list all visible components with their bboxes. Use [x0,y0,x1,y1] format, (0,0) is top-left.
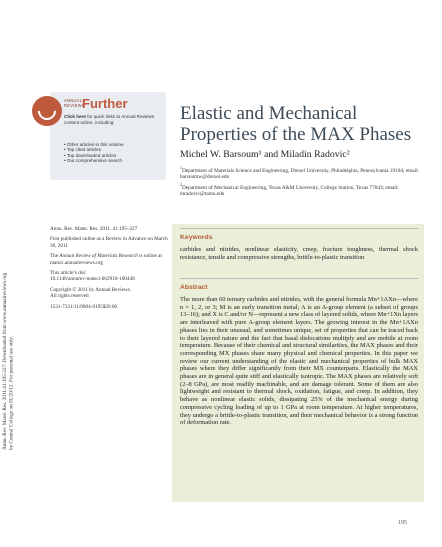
download-notice-line1: Annu. Rev. Mater. Res. 2011.41:195-227. Downloaded from www.annualreviews.org [2,272,8,450]
keywords-text: carbides and nitrides, nonlinear elasticity, creep, fracture toughness, thermal shock resistance, tensile and compressive strengths, brittle-to-plastic transition [180,246,418,261]
first-published: First published online as a Review in Advance on March 30, 2011 [50,236,168,249]
download-notice-line2: by Central College on 01/20/12. For personal use only. [8,336,15,450]
further-reading-box[interactable] [50,92,166,180]
further-item-search[interactable]: • Our comprehensive search [64,158,124,163]
journal-online: The Annual Review of Materials Research is online at matsci.annualreviews.org [50,253,162,266]
keywords-heading: Keywords [180,234,213,241]
further-cta[interactable]: Click here for quick links to Annual Reviews content online, including: [64,114,155,125]
download-notice [2,150,16,450]
citation: Annu. Rev. Mater. Res. 2011. 41:195–227 [50,226,138,232]
article-meta [50,226,168,314]
copyright: Copyright © 2011 by Annual Reviews. All rights reserved [50,286,131,300]
further-item-top-downloaded[interactable]: • Top downloaded articles [64,153,124,158]
doi: This article’s doi: 10.1146/annurev-matsci-062910-100448 [50,270,135,283]
further-item-top-cited[interactable]: • Top cited articles [64,147,124,152]
annual-reviews-logo-icon [32,96,62,126]
abstract-heading: Abstract [180,284,208,291]
further-item-other-articles[interactable]: • Other articles in this volume [64,142,124,147]
issn: 1531-7331/11/0804-0195$20.00 [50,303,118,310]
click-here-link[interactable]: Click here [64,114,86,119]
article-title: Elastic and Mechanical Properties of the MAX Phases [180,103,412,145]
further-list [64,142,124,164]
page-number: 195 [398,520,407,526]
further-brand: Further [82,96,128,111]
affiliation-2: $^2$Department of Mechanical Engineering, Texas A&M University, College Station, Texas 77843; email: mradovic@tamu.edu [180,182,399,198]
authors: Michel W. Barsoum¹ and Miladin Radovic² [180,149,350,160]
brand-small: ANNUAL REVIEWS [64,98,85,108]
doi-link[interactable]: 10.1146/annurev-matsci-062910-100448 [50,276,135,283]
divider [180,278,418,279]
abstract-text: The more than 60 ternary carbides and nitrides, with the general formula Mn+1AXn—where n = 1, 2, or 3; M is an early transition metal; A is an A-group element (a subset of groups 13–16); and X is C and/or N—represent a new class of layered solids, where Mn+1Xn layers are interleaved with pure A-group element layers. The growing interest in the Mn+1AXn phases lies in their unusual, and sometimes unique, set of properties that can be traced back to their layered nature and the fact that basal dislocations multiply and are mobile at room temperature. Because of their chemical and structural similarities, the MAX phases and their corresponding MX phases share many physical and chemical properties. In this paper we review our current understanding of the elastic and mechanical properties of bulk MAX phases where they differ significantly from their MX counterparts. Elastically the MAX phases are in general quite stiff and elastically isotropic. The MAX phases are relatively soft (2–8 GPa), are most readily machinable, and are damage tolerant. Some of them are also lightweight and resistant to thermal shock, oxidation, fatigue, and creep. In addition, they behave as nonlinear elastic solids, dissipating 25% of the mechanical energy during compressive cycling loading of up to 1 GPa at room temperature. At higher temperatures, they undergo a brittle-to-plastic transition, and their mechanical behavior is a strong function of deformation rate. [180,296,418,427]
keywords-abstract-panel [172,224,424,502]
affiliation-1: $^1$Department of Materials Science and Engineering, Drexel University, Philadelphia, Pennsylvania 19104; email: barsoumw@drexel.edu [180,165,420,181]
divider [180,228,418,229]
